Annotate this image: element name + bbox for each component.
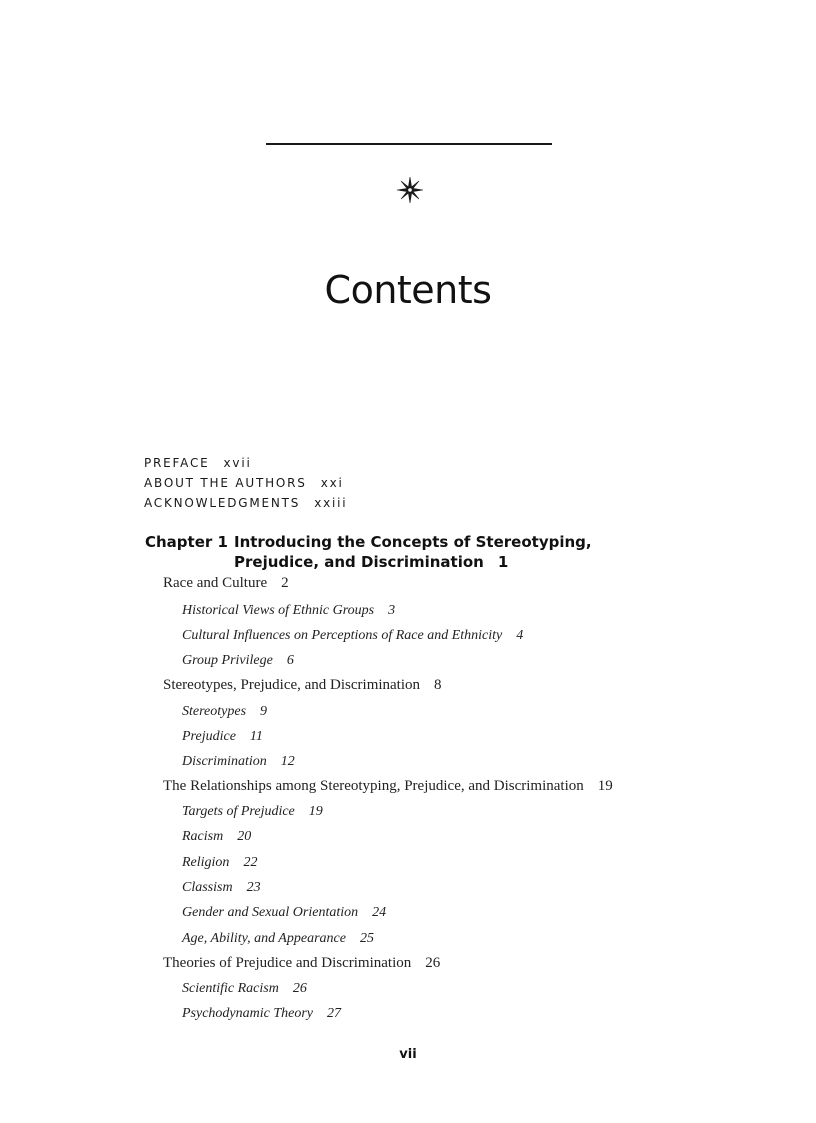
toc-page-number: 11 — [249, 729, 263, 744]
toc-section[interactable] — [163, 955, 440, 972]
front-matter-item[interactable] — [144, 473, 347, 493]
toc-subsection[interactable] — [182, 628, 523, 644]
toc-subsection-title: Racism — [182, 829, 224, 844]
chapter-number: Chapter 1 — [145, 533, 228, 551]
toc-section-title: Race and Culture — [163, 575, 268, 591]
front-matter-page: xxiii — [314, 496, 348, 510]
toc-page-number: 22 — [243, 855, 258, 870]
toc-subsection[interactable] — [182, 905, 386, 921]
toc-page-number: 4 — [516, 628, 524, 643]
front-matter-page: xxi — [320, 476, 344, 490]
toc-section[interactable] — [163, 778, 613, 795]
toc-page-number: 25 — [359, 931, 374, 946]
front-matter-item[interactable] — [144, 453, 347, 473]
toc-page-number: 26 — [292, 981, 307, 996]
toc-subsection[interactable] — [182, 603, 395, 619]
toc-subsection-title: Discrimination — [182, 754, 267, 769]
toc-subsection-title: Classism — [182, 880, 233, 895]
toc-section-title: The Relationships among Stereotyping, Prejudice, and Discrimination — [163, 778, 584, 794]
toc-page-number: 19 — [597, 778, 613, 794]
toc-subsection[interactable] — [182, 653, 294, 669]
front-matter-list — [144, 453, 347, 513]
front-matter-label: ABOUT THE AUTHORS — [144, 476, 307, 490]
toc-page-number: 6 — [286, 653, 294, 668]
toc-page-number: 12 — [280, 754, 295, 769]
toc-subsection-title: Group Privilege — [182, 653, 273, 668]
toc-section-title: Theories of Prejudice and Discrimination — [163, 955, 412, 971]
chapter-title: Introducing the Concepts of Stereotyping, Prejudice, and Discrimination — [234, 533, 592, 571]
compass-star-icon — [396, 176, 424, 204]
toc-subsection-title: Gender and Sexual Orientation — [182, 905, 359, 920]
toc-section-title: Stereotypes, Prejudice, and Discrimination — [163, 677, 421, 693]
toc-subsection-title: Prejudice — [182, 729, 236, 744]
chapter-title-block — [234, 532, 674, 572]
page-title: Contents — [324, 268, 492, 312]
toc-section[interactable] — [163, 677, 442, 694]
toc-page-number: 23 — [246, 880, 261, 895]
front-matter-label: ACKNOWLEDGMENTS — [144, 496, 301, 510]
toc-page-number: 8 — [434, 677, 442, 693]
toc-subsection-title: Scientific Racism — [182, 981, 279, 996]
toc-subsection-title: Psychodynamic Theory — [182, 1006, 314, 1021]
toc-subsection[interactable] — [182, 804, 323, 820]
front-matter-item[interactable] — [144, 493, 347, 513]
toc-subsection[interactable] — [182, 880, 261, 896]
toc-subsection[interactable] — [182, 931, 374, 947]
toc-page-number: 20 — [237, 829, 252, 844]
toc-page-number: 19 — [308, 804, 323, 819]
header-rule — [266, 143, 552, 145]
toc-subsection-title: Stereotypes — [182, 704, 247, 719]
toc-section[interactable] — [163, 575, 289, 592]
toc-subsection-title: Age, Ability, and Appearance — [182, 931, 346, 946]
toc-subsection[interactable] — [182, 729, 263, 745]
toc-subsection[interactable] — [182, 855, 257, 871]
page-folio: vii — [399, 1047, 417, 1062]
toc-subsection-title: Cultural Influences on Perceptions of Race and Ethnicity — [182, 628, 503, 643]
toc-page-number: 27 — [327, 1006, 342, 1021]
chapter-page: 1 — [497, 553, 509, 571]
toc-subsection[interactable] — [182, 829, 251, 845]
toc-page-number: 3 — [388, 603, 396, 618]
front-matter-page: xvii — [223, 456, 252, 470]
toc-subsection[interactable] — [182, 1006, 341, 1022]
toc-subsection[interactable] — [182, 981, 307, 997]
toc-subsection-title: Historical Views of Ethnic Groups — [182, 603, 375, 618]
toc-subsection[interactable] — [182, 754, 295, 770]
toc-page-number: 9 — [260, 704, 268, 719]
toc-page-number: 2 — [281, 575, 289, 591]
toc-page-number: 24 — [372, 905, 387, 920]
toc-subsection-title: Religion — [182, 855, 230, 870]
front-matter-label: PREFACE — [144, 456, 210, 470]
toc-subsection-title: Targets of Prejudice — [182, 804, 295, 819]
toc-page-number: 26 — [425, 955, 441, 971]
toc-subsection[interactable] — [182, 704, 267, 720]
